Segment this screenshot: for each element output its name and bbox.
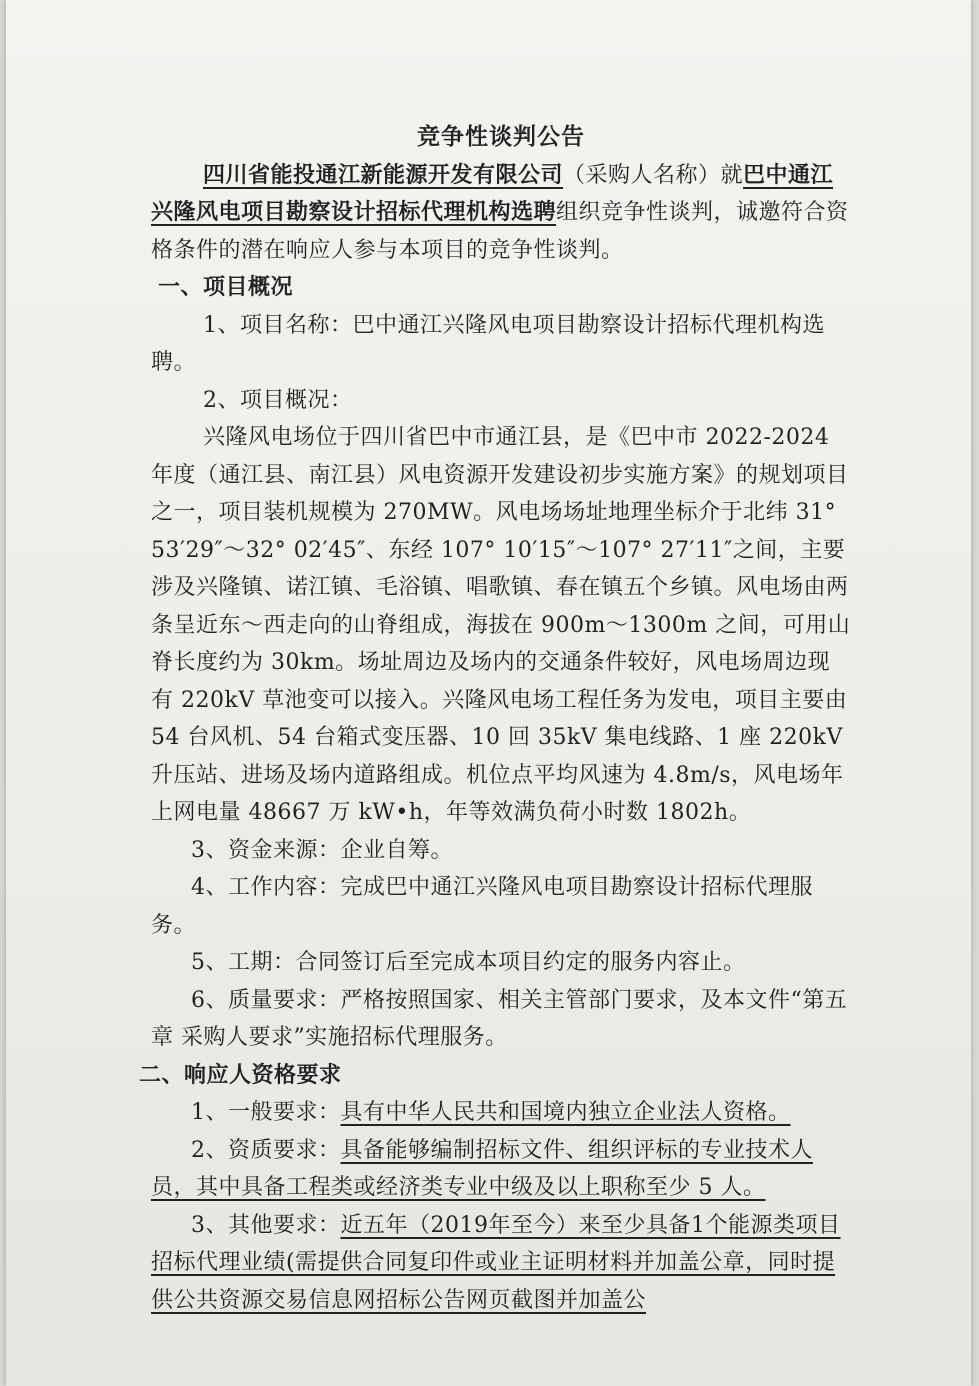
page-title: 竞争性谈判公告 <box>417 123 585 150</box>
req-general-text: 具有中华人民共和国境内独立企业法人资格。 <box>340 1100 791 1125</box>
purchaser-name: 四川省能投通江新能源开发有限公司 <box>203 161 564 188</box>
purchaser-note: （采购人名称）就 <box>563 162 744 188</box>
req-other-label: 3、其他要求： <box>191 1212 341 1238</box>
req-general <box>151 1094 851 1132</box>
project-name: 巴中通江兴隆风电项目勘察设计招标代理机构选聘 <box>151 161 834 225</box>
intro-paragraph <box>151 157 851 270</box>
req-qualification-label: 2、资质要求： <box>191 1137 341 1163</box>
announcement-body <box>139 118 851 1319</box>
req-qualification <box>151 1132 851 1207</box>
req-other <box>151 1207 851 1320</box>
document-page <box>6 0 971 1386</box>
intro-rest: 组织竞争性谈判，诚邀符合资格条件的潜在响应人参与本项目的竞争性谈判。 <box>151 200 849 263</box>
req-other-text: 近五年（2019年至今）来至少具备1个能源类项目招标代理业绩(需提供合同复印件或业主证明材料并加盖公章，同时提供公共资源交易信息网招标公告网页截图并加盖公 <box>151 1212 841 1313</box>
req-qualification-text: 具备能够编制招标文件、组织评标的专业技术人员，其中具备工程类或经济类专业中级及以上职称至少 5 人。 <box>151 1137 814 1200</box>
item-duration: 5、工期：合同签订后至完成本项目约定的服务内容止。 <box>191 950 746 975</box>
item-quality: 6、质量要求：严格按照国家、相关主管部门要求，及本文件“第五章 采购人要求”实施招标代理服务。 <box>151 987 848 1050</box>
section-heading-overview: 一、项目概况 <box>158 274 294 300</box>
item-project-overview: 2、项目概况： <box>203 387 353 413</box>
item-funding: 3、资金来源：企业自筹。 <box>191 837 453 863</box>
item-project-name: 1、项目名称：巴中通江兴隆风电项目勘察设计招标代理机构选聘。 <box>151 312 825 375</box>
section-heading-qualification: 二、响应人资格要求 <box>139 1061 342 1088</box>
req-general-label: 1、一般要求： <box>191 1100 341 1125</box>
overview-text: 兴隆风电场位于四川省巴中市通江县，是《巴中市 2022-2024 年度（通江县、南江县）风电资源开发建设初步实施方案》的规划项目之一，项目装机规模为 270MW。风电场场址地理坐标介于北纬 31° 53′29″～32° 02′45″、东经 107° 10′15″～107° 27′11″之间，主要涉及兴隆镇、诺江镇、毛浴镇、唱歌镇、春在镇五个乡镇。风电场由两条呈近东～西走向的山脊组成，海拔在 900m～1300m 之间，可用山脊长度约为 30km。场址周边及场内的交通条件较好，风电场周边现有 220kV 草池变可以接入。兴隆风电场工程任务为发电，项目主要由 54 台风机、54 台箱式变压器、10 回 35kV 集电线路、1 座 220kV 升压站、进场及场内道路组成。机位点平均风速为 4.8m/s，风电场年上网电量 48667 万 kW•h，年等效满负荷小时数 1802h。 <box>151 425 851 825</box>
item-work-content: 4、工作内容：完成巴中通江兴隆风电项目勘察设计招标代理服务。 <box>151 875 813 938</box>
